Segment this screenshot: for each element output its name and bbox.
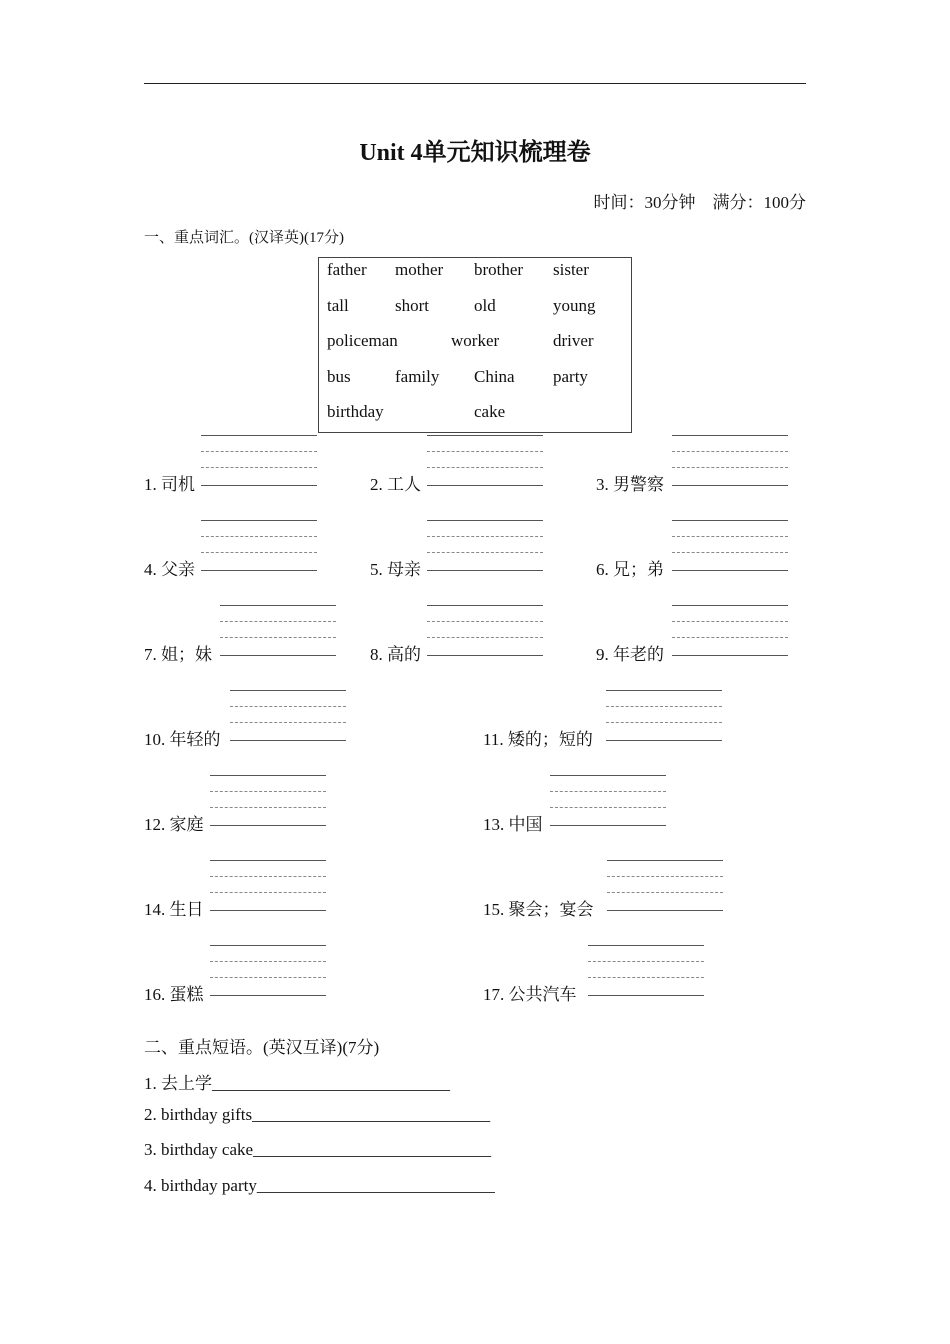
word-bank-word: brother	[474, 260, 524, 279]
vocab-item-13: 13. 中国	[483, 815, 543, 834]
answer-lines-1[interactable]	[201, 435, 317, 493]
vocab-item-12: 12. 家庭	[144, 815, 204, 834]
vocab-item-14: 14. 生日	[144, 900, 204, 919]
phrase-item-3[interactable]: 3. birthday cake____________________________	[144, 1140, 492, 1159]
vocab-item-11: 11. 矮的；短的	[483, 730, 593, 749]
answer-lines-8[interactable]	[427, 605, 543, 663]
answer-lines-11[interactable]	[606, 690, 722, 748]
answer-lines-12[interactable]	[210, 775, 326, 833]
word-bank	[318, 257, 632, 433]
word-bank-word: sister	[553, 260, 589, 279]
vocab-item-4: 4. 父亲	[144, 560, 195, 579]
answer-lines-4[interactable]	[201, 520, 317, 578]
answer-lines-9[interactable]	[672, 605, 788, 663]
word-bank-word: driver	[553, 331, 594, 350]
vocab-item-9: 9. 年老的	[596, 645, 664, 664]
answer-lines-16[interactable]	[210, 945, 326, 1003]
phrase-item-4[interactable]: 4. birthday party____________________________	[144, 1176, 495, 1195]
header-rule	[144, 83, 806, 84]
word-bank-word: tall	[327, 296, 349, 315]
page-title: Unit 4单元知识梳理卷	[359, 140, 591, 166]
section-2-heading: 二、重点短语。(英汉互译)(7分)	[144, 1038, 380, 1057]
word-bank-word: young	[553, 296, 596, 315]
section-1-heading: 一、重点词汇。(汉译英)(17分)	[144, 230, 344, 246]
word-bank-word: party	[553, 367, 588, 386]
word-bank-word: mother	[395, 260, 444, 279]
vocab-item-15: 15. 聚会；宴会	[483, 900, 594, 919]
word-bank-word: old	[474, 296, 496, 315]
vocab-item-5: 5. 母亲	[370, 560, 421, 579]
word-bank-word: bus	[327, 367, 351, 386]
vocab-item-2: 2. 工人	[370, 475, 421, 494]
answer-lines-3[interactable]	[672, 435, 788, 493]
vocab-item-1: 1. 司机	[144, 475, 195, 494]
score-label: 满分：100分	[712, 193, 806, 212]
time-score-line	[594, 188, 807, 213]
answer-lines-10[interactable]	[230, 690, 346, 748]
word-bank-word: China	[474, 367, 515, 386]
answer-lines-6[interactable]	[672, 520, 788, 578]
phrase-item-1[interactable]: 1. 去上学____________________________	[144, 1074, 450, 1093]
vocab-item-16: 16. 蛋糕	[144, 985, 204, 1004]
word-bank-word: cake	[474, 402, 506, 421]
vocab-item-8: 8. 高的	[370, 645, 421, 664]
answer-lines-2[interactable]	[427, 435, 543, 493]
word-bank-word: family	[395, 367, 440, 386]
answer-lines-7[interactable]	[220, 605, 336, 663]
phrase-item-2[interactable]: 2. birthday gifts____________________________	[144, 1105, 491, 1124]
answer-lines-5[interactable]	[427, 520, 543, 578]
answer-lines-17[interactable]	[588, 945, 704, 1003]
word-bank-word: worker	[451, 331, 500, 350]
answer-lines-14[interactable]	[210, 860, 326, 918]
time-label: 时间：30分钟	[593, 193, 696, 212]
word-bank-word: policeman	[327, 331, 398, 350]
answer-lines-15[interactable]	[607, 860, 723, 918]
vocab-item-17: 17. 公共汽车	[483, 985, 577, 1004]
vocab-item-6: 6. 兄；弟	[596, 560, 664, 579]
word-bank-word: birthday	[327, 402, 384, 421]
vocab-item-10: 10. 年轻的	[144, 730, 221, 749]
vocab-item-3: 3. 男警察	[596, 475, 664, 494]
answer-lines-13[interactable]	[550, 775, 666, 833]
word-bank-word: father	[327, 260, 367, 279]
vocab-item-7: 7. 姐；妹	[144, 645, 212, 664]
word-bank-word: short	[395, 296, 429, 315]
